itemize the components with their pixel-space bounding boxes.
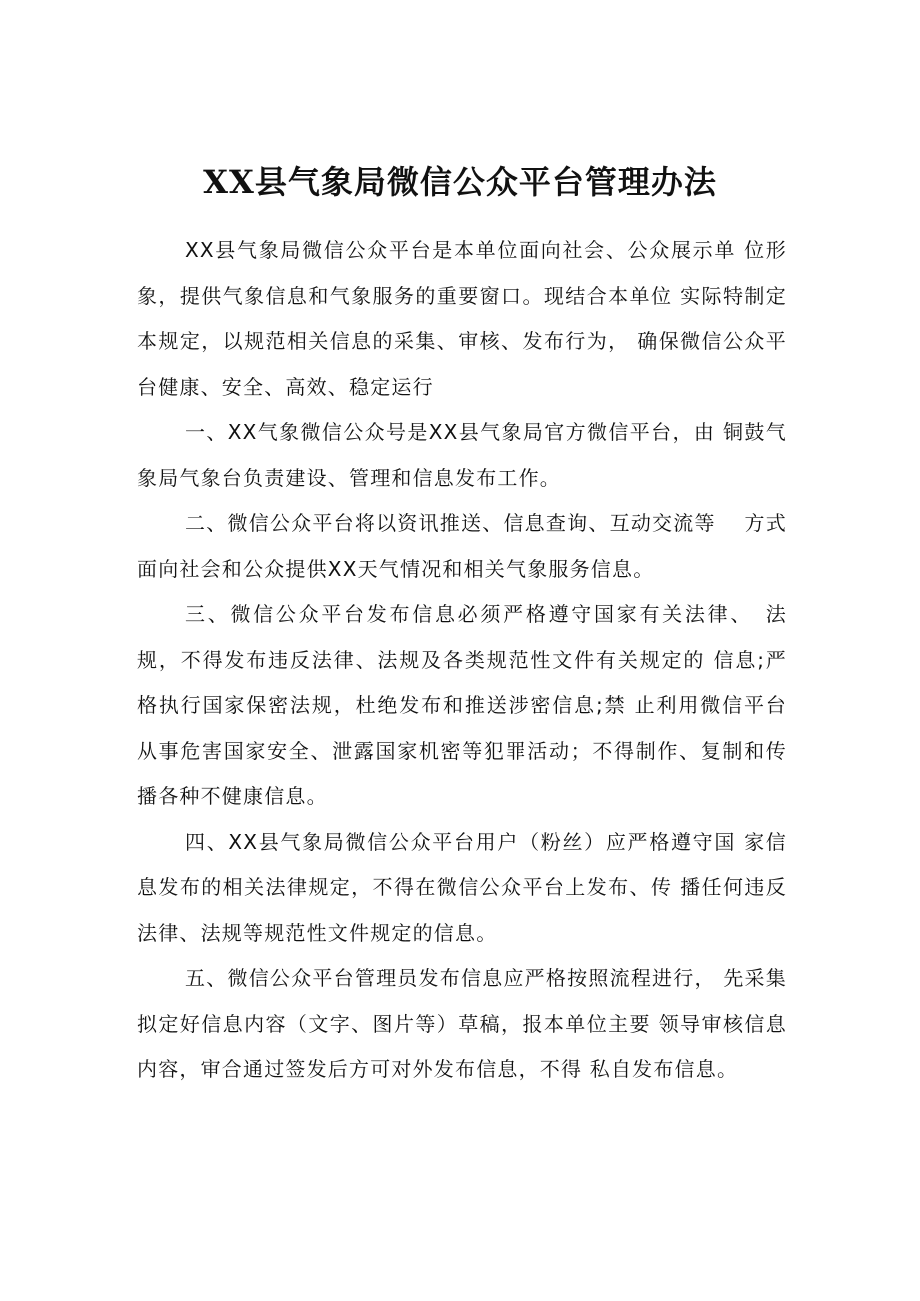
paragraph-article-2: 二、微信公众平台将以资讯推送、信息查询、互动交流等 方式面向社会和公众提供XX天气情况和相关气象服务信息。 [137,511,787,581]
paragraph-article-4: 四、XX县气象局微信公众平台用户（粉丝）应严格遵守国 家信息发布的相关法律规定，不得在微信公众平台上发布、传 播任何违反法律、法规等规范性文件规定的信息。 [137,829,787,945]
paragraph-article-5: 五、微信公众平台管理员发布信息应严格按照流程进行， 先采集拟定好信息内容（文字、图片等）草稿，报本单位主要 领导审核信息内容，审合通过签发后方可对外发布信息，不得 私自发布信息。 [137,966,787,1081]
paragraph-article-1: 一、XX气象微信公众号是XX县气象局官方微信平台，由 铜鼓气象局气象台负责建设、管理和信息发布工作。 [137,420,787,490]
paragraph-intro: XX县气象局微信公众平台是本单位面向社会、公众展示单 位形象，提供气象信息和气象服务的重要窗口。现结合本单位 实际特制定本规定，以规范相关信息的采集、审核、发布行为， 确保微信公众平台健康、安全、高效、稳定运行 [137,238,787,399]
document-body [137,228,787,1093]
paragraph-article-3: 三、微信公众平台发布信息必须严格遵守国家有关法律、 法规，不得发布违反法律、法规及各类规范性文件有关规定的 信息;严格执行国家保密法规，杜绝发布和推送涉密信息;禁 止利用微信平台从事危害国家安全、泄露国家机密等犯罪活动；不得制作、复制和传播各种不健康信息。 [137,602,787,808]
document-title: XX县气象局微信公众平台管理办法 [203,163,717,201]
